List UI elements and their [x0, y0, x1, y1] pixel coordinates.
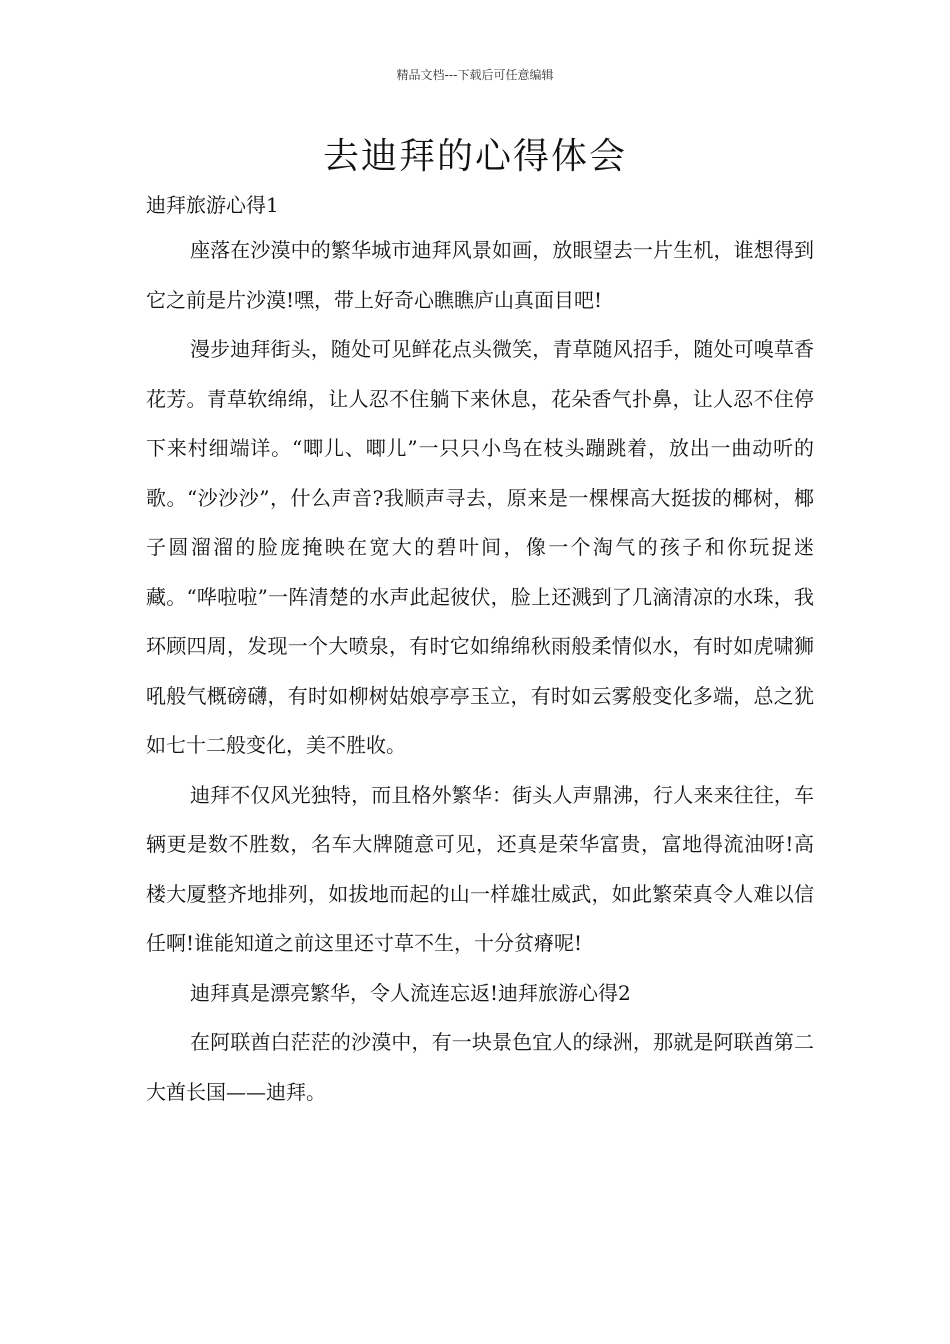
paragraph-2: 漫步迪拜街头，随处可见鲜花点头微笑，青草随风招手，随处可嗅草香花芳。青草软绵绵，让人忍不住躺下来休息，花朵香气扑鼻，让人忍不住停下来村细端详。“唧儿、唧儿”一只只小鸟在枝头蹦跳着，放出一曲动听的歌。“沙沙沙”，什么声音?我顺声寻去，原来是一棵棵高大挺拔的椰树，椰子圆溜溜的脸庞掩映在宽大的碧叶间，像一个淘气的孩子和你玩捉迷藏。“哗啦啦”一阵清楚的水声此起彼伏，脸上还溅到了几滴清凉的水珠，我环顾四周，发现一个大喷泉，有时它如绵绵秋雨般柔情似水，有时如虎啸狮吼般气概磅礴，有时如柳树姑娘亭亭玉立，有时如云雾般变化多端，总之犹如七十二般变化，美不胜收。: [146, 337, 814, 757]
paragraph-5: 在阿联酋白茫茫的沙漠中，有一块景色宜人的绿洲，那就是阿联酋第二大酋长国——迪拜。: [146, 1030, 814, 1104]
paragraph-3: 迪拜不仅风光独特，而且格外繁华：街头人声鼎沸，行人来来往往，车辆更是数不胜数，名车大牌随意可见，还真是荣华富贵，富地得流油呀!高楼大厦整齐地排列，如拔地而起的山一样雄壮威武，如此繁荣真令人难以信任啊!谁能知道之前这里还寸草不生，十分贫瘠呢!: [146, 782, 814, 955]
paragraph-4: 迪拜真是漂亮繁华，令人流连忘返!迪拜旅游心得2: [190, 980, 631, 1005]
document-title: 去迪拜的心得体会: [322, 136, 627, 177]
page-header: 精品文档---下载后可任意编辑: [396, 68, 554, 82]
document-body: [146, 226, 814, 1117]
section-subtitle: 迪拜旅游心得1: [146, 193, 279, 217]
paragraph-1: 座落在沙漠中的繁华城市迪拜风景如画，放眼望去一片生机，谁想得到它之前是片沙漠!嘿，带上好奇心瞧瞧庐山真面目吧!: [146, 238, 814, 312]
